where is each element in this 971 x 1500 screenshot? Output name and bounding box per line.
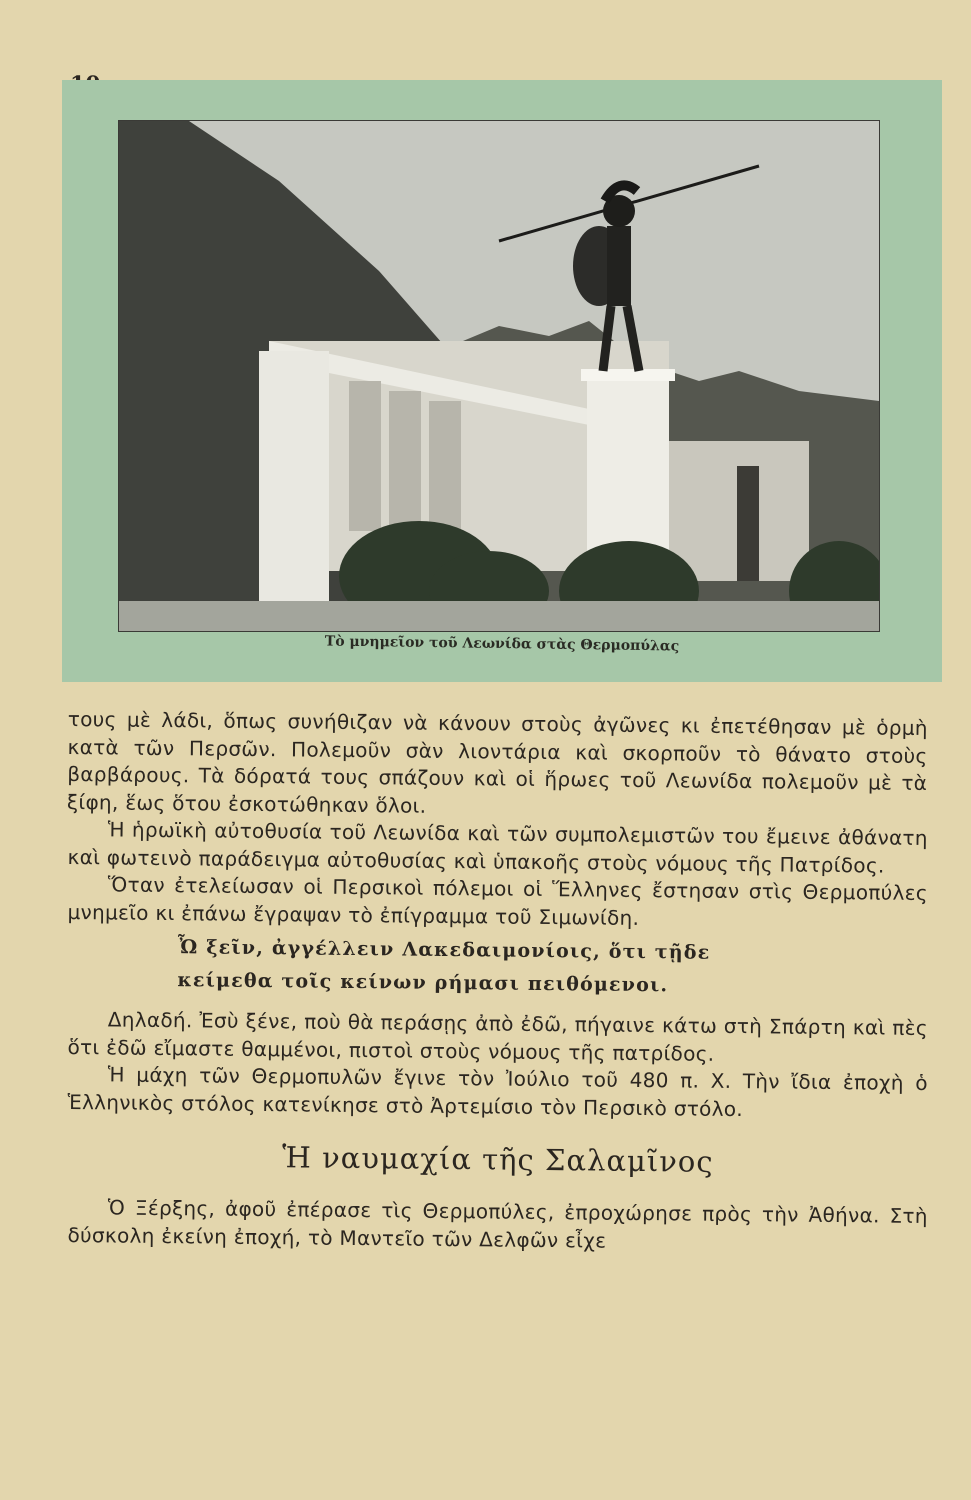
paragraph-6: Ὁ Ξέρξης, ἀφοῦ ἐπέρασε τὶς Θερμοπύλες, ἐπροχώρησε πρὸς τὴν Ἀθήνα. Στὴ δύσκολη ἐκείνη ἐποχή, τὸ Μαντεῖο τῶν Δελφῶν εἶχε <box>67 1194 928 1252</box>
body-text <box>66 706 928 1252</box>
leonidas-monument-photo <box>118 120 880 632</box>
paragraph-5: Ἡ μάχη τῶν Θερμοπυλῶν ἔγινε τὸν Ἰούλιο τοῦ 480 π. Χ. Τὴν ἴδια ἐποχὴ ὁ Ἑλληνικὸς στόλος κατενίκησε στὸ Ἀρτεμίσιο τὸν Περσικὸ στόλο. <box>67 1062 928 1121</box>
section-heading: Ἡ ναυμαχία τῆς Σαλαμῖνος <box>281 1140 714 1179</box>
plaque-2 <box>389 391 421 541</box>
left-pillar <box>259 351 329 621</box>
paragraph-4: Δηλαδή. Ἐσὺ ξένε, ποὺ θὰ περάσῃς ἀπὸ ἐδῶ, πήγαινε κάτω στὴ Σπάρτη καὶ πὲς ὅτι ἐδῶ εἴμαστε θαμμένοι, πιστοὶ στοὺς νόμους τῆς πατρίδος. <box>67 1007 928 1066</box>
pedestal-cap <box>581 369 675 381</box>
figure-caption: Τὸ μνημεῖον τοῦ Λεωνίδα στὰς Θερμοπύλας <box>324 633 680 655</box>
plaque-1 <box>349 381 381 531</box>
paragraph-1: τους μὲ λάδι, ὅπως συνήθιζαν νὰ κάνουν στοὺς ἀγῶνες κι ἐπετέθησαν μὲ ὁρμὴ κατὰ τῶν Περσῶν. Πολεμοῦν σὰν λιοντάρια καὶ σκορποῦν τὸ θάνατο στοὺς βαρβάρους. Τὰ δόρατά τους σπάζουν καὶ οἱ ἥρωες τοῦ Λεωνίδα πολεμοῦν μὲ τὰ ξίφη, ἕως ὅτου ἐσκοτώθηκαν ὅλοι. <box>66 706 928 818</box>
ground <box>119 601 879 631</box>
paragraph-2: Ἡ ἡρωϊκὴ αὐτοθυσία τοῦ Λεωνίδα καὶ τῶν συμπολεμιστῶν του ἔμεινε ἀθάνατη καὶ φωτεινὸ παράδειγμα αὐτοθυσίας καὶ ὑπακοῆς στοὺς νόμους τῆς Πατρίδος. <box>67 817 928 878</box>
epigram <box>67 930 928 1005</box>
figure-panel <box>62 80 942 682</box>
epigram-line-1: Ὦ ξεῖν, ἀγγέλλειν Λακεδαιμονίοις, ὅτι τῇδε <box>177 936 711 964</box>
paragraph-3: Ὅταν ἐτελείωσαν οἱ Περσικοὶ πόλεμοι οἱ Ἕλληνες ἔστησαν στὶς Θερμοπύλες μνημεῖο κι ἐπάνω ἔγραψαν τὸ ἐπίγραμμα τοῦ Σιμωνίδη. <box>67 872 928 930</box>
doorway <box>737 466 759 581</box>
epigram-line-2: κείμεθα τοῖς κείνων ρήμασι πειθόμενοι. <box>177 969 669 997</box>
